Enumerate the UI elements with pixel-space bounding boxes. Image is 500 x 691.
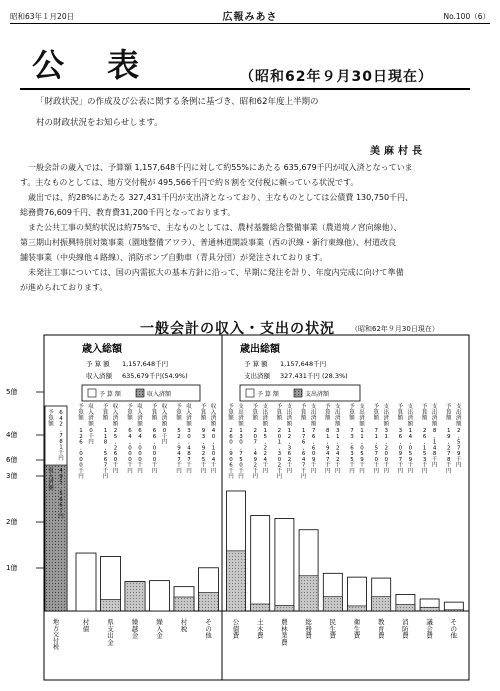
revenue-done-label-4: 収入済額 [186,404,192,428]
y-tick-3: 3億 [6,472,18,480]
y-tick-5: 5億 [6,388,18,396]
expenditure-done-value-1: 1 5 , 2 2 4 千円 [262,428,268,475]
expenditure-budget-label-4: 予算額 [325,404,331,422]
author: 美麻村長 [370,146,426,157]
revenue-category-4: 村税 [180,618,188,633]
title-date: （昭和62年９月30日現在） [240,69,433,85]
revenue-done-label: 収入済額 [86,372,112,380]
revenue-category-0: 地方交付税 [52,619,60,652]
revenue-budget-value: 1,157,648千円 [122,360,169,368]
intro-line-2: 村の財政状況をお知らせします。 [36,118,163,128]
expenditure-done-bar-9 [444,610,463,611]
revenue-done-label-0: 収入済額 [48,468,54,492]
expenditure-budget-value-6: 7 1 , 5 7 0 千円 [373,428,379,475]
revenue-budget-value-5: 9 3 , 9 2 5 千円 [200,428,207,475]
revenue-category-3: 繰入金 [156,618,163,640]
expenditure-budget-value-8: 2 6 , 1 5 3 千円 [421,428,428,475]
expenditure-done-label-4: 支出済額 [335,404,341,428]
revenue-budget-bar-0 [76,553,96,611]
expenditure-category-4: 民生費 [329,618,337,640]
expenditure-done-label-8: 支出済額 [431,404,438,428]
revenue-done-value-4: 3 0 , 4 8 7 千円 [186,428,192,475]
expenditure-budget-value: 1,157,648千円 [280,360,327,368]
revenue-heading: 歳入総額 [82,344,122,355]
body-line-6: 第三期山村振興特別対策事業（園地整備アワラ）、普通林道開設事業（西の沢線・新行東線他）、村道改良 [20,238,396,247]
revenue-budget-value-2: 6 4 , 0 0 0 千円 [127,428,133,475]
body-line-2: す。主なものとしては、地方交付税が 495,566千円で約８割を交付税に頼っている状況です。 [20,178,359,187]
expenditure-done-bar-0 [227,551,246,611]
revenue-done-value-3: 0 千円 [161,428,168,446]
expenditure-done-label-7: 支出済額 [407,404,414,428]
expenditure-done-label-3: 支出済額 [310,404,317,428]
revenue-done-label-1: 収入済額 [112,404,119,428]
y-tick-6: 6億 [6,456,18,464]
legend-exp-done-label: 支出済額 [305,391,330,398]
revenue-done-value: 635,679千円(54.9%) [122,372,188,380]
revenue-done-value-0: 0 千円 [88,428,94,446]
expenditure-budget-label-9: 予算額 [446,404,452,422]
expenditure-category-3: 総務費 [305,618,312,640]
chart-date: （昭和62年９月30日現在） [351,325,439,333]
revenue-budget-label-0: 予算額 [78,404,84,422]
expenditure-done-label: 支出済額 [244,372,270,380]
header-issue: No.100（6） [443,12,490,21]
expenditure-category-8: 議会費 [426,618,433,640]
expenditure-category-7: 消防費 [402,618,409,640]
revenue-done-bar-2 [125,582,145,611]
expenditure-category-5: 衛生費 [353,618,361,640]
revenue-budget-value-1: 1 1 8 , 5 6 7 千円 [102,428,109,481]
expenditure-done-label-0: 支出済額 [238,404,244,428]
expenditure-done-label-2: 支出済額 [286,404,293,428]
expenditure-done-value-6: 3 1 , 2 0 0 千円 [383,428,389,475]
y-tick-1: 1億 [6,564,18,572]
expenditure-done-bar-3 [299,576,318,611]
revenue-budget-value-4: 5 2 , 9 4 7 千円 [176,428,182,475]
expenditure-category-0: 公債費 [232,618,240,640]
expenditure-budget-label-0: 予算額 [228,404,234,422]
y-tick-4: 4億 [6,431,18,439]
revenue-done-label-0: 収入済額 [88,404,94,428]
expenditure-category-9: その他 [450,618,458,640]
revenue-budget-label-2: 予算額 [127,404,133,422]
chart-title: 一般会計の収入・支出の状況 [140,321,335,337]
legend-exp-budget-label: 予 算 額 [257,391,279,398]
legend-revenue-swatch [136,389,144,397]
legend-budget-label: 予 算 額 [99,391,121,398]
expenditure-done-bar-2 [275,605,294,611]
expenditure-budget-label-1: 予算額 [252,404,258,422]
expenditure-budget-label-7: 予算額 [397,404,404,422]
revenue-budget-bar-3 [150,581,170,611]
header-publication: 広報みあさ [222,12,278,23]
revenue-done-bar-5 [199,593,219,611]
page-title: 公 表 [32,46,156,84]
revenue-category-0: 村債 [82,618,90,633]
expenditure-budget-label-6: 予算額 [373,404,379,422]
expenditure-heading: 歳出総額 [240,344,280,355]
expenditure-budget-label-3: 予算額 [300,404,307,422]
revenue-budget-value-0: 6 4 2 , 7 8 1 千円 [58,410,64,463]
expenditure-category-6: 教育費 [377,618,385,640]
expenditure-done-value-0: 1 3 0 , 7 5 0 千円 [238,428,244,481]
intro-line-1: 「財政状況」の作成及び公表に関する条例に基づき、昭和62年度上半期の [36,97,319,107]
body-line-9: が進められております。 [20,283,108,292]
expenditure-budget-label-8: 予算額 [421,404,428,422]
expenditure-done-bar-4 [323,597,342,611]
expenditure-done-bar-6 [372,597,391,611]
expenditure-budget-label-2: 予算額 [276,404,283,422]
legend-budget-swatch [88,389,96,397]
expenditure-done-value-8: 8 , 1 4 8 千円 [431,428,438,469]
expenditure-budget-value-7: 3 6 , 0 9 7 千円 [397,428,404,475]
revenue-budget-label-4: 予算額 [176,404,182,422]
revenue-category-5: その他 [205,618,212,640]
expenditure-budget-value-5: 7 3 , 6 3 5 千円 [349,428,355,475]
expenditure-budget-value-2: 2 0 1 , 3 0 2 千円 [276,428,283,481]
revenue-done-value-1: 2 5 , 2 6 0 千円 [112,428,119,475]
expenditure-budget-label-5: 予算額 [349,404,355,422]
expenditure-done-value-5: 1 1 , 0 5 9 千円 [359,428,365,475]
legend-exp-budget-swatch [246,389,254,397]
body-line-3: 歳出では、約28%にあたる 327,431千円が支出済となっており、主なものとしては公債費 130,750千円、 [28,193,414,202]
legend-revenue-label: 収入済額 [147,391,172,398]
revenue-budget-value-0: 1 2 6 , 0 0 0 千円 [78,428,84,481]
expenditure-budget-value-3: 1 7 6 , 6 4 7 千円 [300,428,307,481]
expenditure-done-value: 327,431千円 (28.3%) [280,372,348,380]
y-axis [6,387,44,572]
revenue-budget-label-5: 予算額 [200,404,207,422]
body-line-1: 一般会計の歳入では、予算額 1,157,648千円に対して約55%にあたる 635,679千円が収入済となっていま [28,163,413,172]
expenditure-budget-label: 予 算 額 [244,360,268,368]
expenditure-category-2: 農林業費 [281,618,288,647]
expenditure-budget-value-0: 2 6 0 , 9 0 6 千円 [228,428,234,481]
revenue-budget-label: 予 算 額 [86,360,110,368]
revenue-budget-label-1: 予算額 [102,404,109,422]
revenue-summary [82,342,200,401]
body-line-5: また公共工事の契約状況は約75%で、主なものとしては、農村基盤総合整備事業（農道境ノ宮向線他）、 [28,223,402,232]
expenditure-done-label-5: 支出済額 [359,404,365,428]
revenue-budget-label-0: 予算額 [48,410,54,428]
body-line-4: 総務費76,609千円、教育費31,200千円となっております。 [20,208,236,217]
expenditure-done-value-7: 1 4 , 0 5 9 千円 [407,428,414,475]
expenditure-done-value-9: 2 , 5 7 9 千円 [456,428,462,469]
expenditure-budget-value-1: 2 0 7 , 4 9 2 千円 [252,428,258,481]
expenditure-summary [240,342,360,401]
revenue-category-2: 繰越金 [131,618,139,640]
revenue-category-1: 県支出金 [107,618,114,647]
expenditure-done-value-2: 1 2 , 3 6 2 千円 [286,428,293,475]
revenue-done-label-3: 収入済額 [161,404,168,428]
header-date: 昭和63年１月20日 [10,12,75,21]
expenditure-budget-value-4: 8 1 , 9 4 7 千円 [325,428,331,475]
expenditure-category-1: 土木費 [256,618,264,640]
revenue-done-value-5: 4 0 , 1 0 4 千円 [210,428,217,475]
revenue-done-bar-1 [101,599,121,611]
expenditure-done-label-6: 支出済額 [383,404,389,428]
expenditure-budget-bar-1 [251,516,270,611]
expenditure-budget-value-9: 1 9 , 2 7 8 千円 [446,428,452,475]
expenditure-done-value-3: 7 6 , 6 0 9 千円 [310,428,317,475]
revenue-done-bar-4 [174,597,194,611]
expenditure-done-bar-5 [348,606,367,611]
revenue-budget-label-3: 予算額 [151,404,158,422]
expenditure-done-label-1: 支出済額 [262,404,268,428]
legend-exp-done-swatch [294,389,302,397]
revenue-budget-value-3: 6 6 , 0 0 0 千円 [151,428,158,475]
revenue-done-label-2: 収入済額 [137,404,143,428]
body-line-8: 未発注工事については、国の内需拡大の基本方針に沿って、早期に発注を計り、年度内完成に向けて準備 [28,268,404,277]
expenditure-done-bar-1 [251,604,270,611]
expenditure-done-bar-8 [420,607,439,611]
expenditure-done-value-4: 3 1 , 2 4 2 千円 [335,428,341,475]
revenue-done-value-0: 4 9 5 , 5 6 6 千円 [58,468,64,521]
y-tick-2: 2億 [6,518,18,526]
revenue-done-label-5: 収入済額 [210,404,217,428]
expenditure-done-bar-7 [396,605,415,611]
revenue-done-value-2: 6 4 , 0 0 0 千円 [137,428,143,475]
body-line-7: 舗装事業（中央線他４路線）、消防ポンプ自動車（青具分団）が発注されております。 [20,253,328,262]
expenditure-done-label-9: 支出済額 [456,404,462,428]
expenditure-budget-bar-2 [275,518,294,611]
